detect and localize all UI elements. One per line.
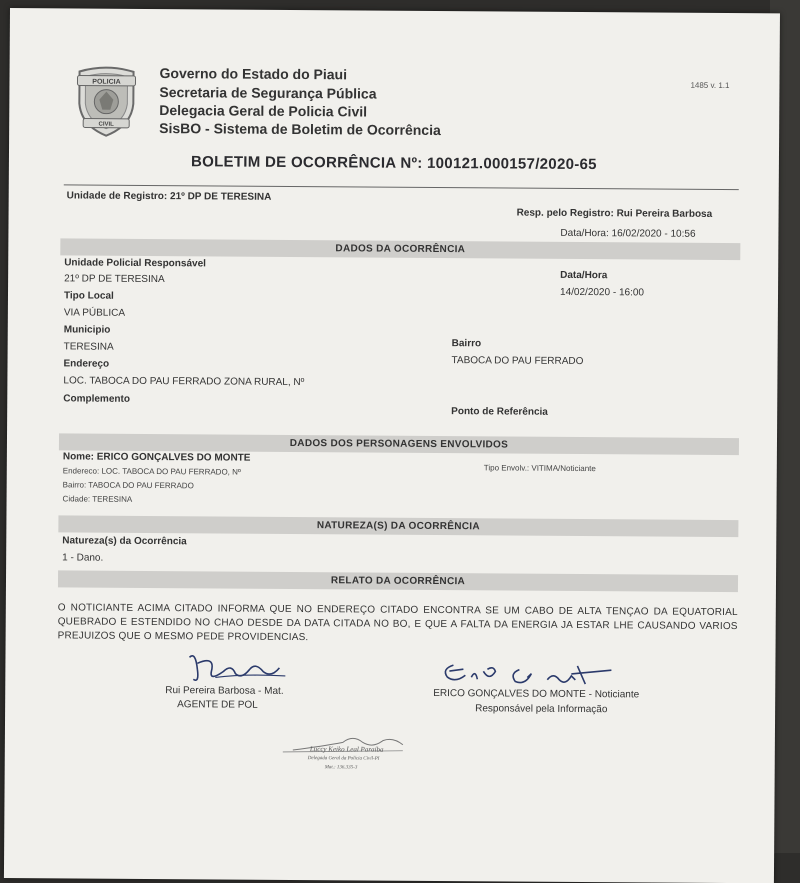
- header-line-sisbo: SisBO - Sistema de Boletim de Ocorrência: [159, 120, 441, 139]
- complemento-label: Complemento: [63, 393, 130, 405]
- unidade-label: Unidade Policial Responsável: [64, 257, 206, 270]
- tipo-local-value: VIA PÚBLICA: [63, 307, 126, 319]
- referencia-label: Ponto de Referência: [451, 406, 548, 418]
- personagem-bairro: Bairro: TABOCA DO PAU FERRADO: [62, 480, 194, 491]
- personagem-cidade: Cidade: TERESINA: [62, 494, 133, 504]
- bairro-value: TABOCA DO PAU FERRADO: [451, 355, 584, 368]
- natureza-label: Natureza(s) da Ocorrência: [62, 535, 187, 548]
- tipo-local-label: Tipo Local: [63, 290, 114, 302]
- divider: [64, 184, 739, 190]
- registro-responsavel: Resp. pelo Registro: Rui Pereira Barbosa: [516, 207, 713, 220]
- unidade-value: 21º DP DE TERESINA: [64, 273, 165, 286]
- agent-name: Rui Pereira Barbosa - Mat.: [165, 685, 284, 697]
- section-header-ocorrencia: DADOS DA OCORRÊNCIA: [60, 238, 740, 260]
- section-header-relato: RELATO DA OCORRÊNCIA: [58, 570, 738, 592]
- document-page: [4, 8, 780, 883]
- report-title: BOLETIM DE OCORRÊNCIA Nº: 100121.000157/2020-65: [190, 153, 597, 174]
- police-seal-logo: [71, 63, 142, 137]
- personagem-nome: Nome: ERICO GONÇALVES DO MONTE: [62, 451, 251, 464]
- noticiante-role: Responsável pela Informação: [475, 703, 608, 716]
- personagem-tipo: Tipo Envolv.: VITIMA/Noticiante: [483, 463, 596, 474]
- noticiante-name: ERICO GONÇALVES DO MONTE - Noticiante: [433, 687, 640, 701]
- registro-unidade: Unidade de Registro: 21º DP DE TERESINA: [66, 190, 272, 203]
- datahora-label: Data/Hora: [560, 269, 608, 282]
- header-line-delegacia: Delegacia Geral de Policia Civil: [159, 102, 368, 120]
- header-line-government: Governo do Estado do Piaui: [159, 65, 348, 83]
- delegada-role: Delegada Geral da Polícia Civil-PI: [307, 756, 380, 762]
- datahora-value: 14/02/2020 - 16:00: [559, 286, 645, 299]
- section-header-personagens: DADOS DOS PERSONAGENS ENVOLVIDOS: [59, 433, 739, 455]
- section-header-natureza: NATUREZA(S) DA OCORRÊNCIA: [58, 515, 738, 537]
- bairro-label: Bairro: [451, 338, 482, 350]
- natureza-value: 1 - Dano.: [62, 552, 104, 564]
- header-line-secretaria: Secretaria de Segurança Pública: [159, 84, 377, 102]
- municipio-value: TERESINA: [63, 341, 114, 353]
- registro-datahora: Data/Hora: 16/02/2020 - 10:56: [560, 227, 696, 240]
- delegada-name: Luccy Keiko Leal Paraíba: [309, 745, 384, 754]
- form-version: 1485 v. 1.1: [690, 80, 730, 91]
- relato-text: O NOTICIANTE ACIMA CITADO INFORMA QUE NO ENDEREÇO CITADO ENCONTRA SE UM CABO DE ALTA TENÇAO DA EQUATORIAL QUEBRADO E ESTENDIDO NO CHAO DESDE DA DATA CITADA NO BO, E QUE A FALTA DA ENERGIA JA ESTAR LHE CAUSANDO VARIOS PREJUIZOS QUE O MESMO PEDE PROVIDENCIAS.: [57, 602, 738, 644]
- endereco-value: LOC. TABOCA DO PAU FERRADO ZONA RURAL, Nº: [63, 375, 305, 389]
- endereco-label: Endereço: [63, 358, 110, 370]
- delegada-mat: Mat.: 136.335-3: [324, 765, 358, 771]
- personagem-endereco: Endereco: LOC. TABOCA DO PAU FERRADO, Nº: [62, 466, 241, 477]
- seal-bottom-text: CIVIL: [98, 121, 114, 128]
- agent-role: AGENTE DE POL: [177, 699, 258, 711]
- seal-top-text: POLICIA: [92, 78, 121, 86]
- municipio-label: Municipio: [63, 324, 111, 336]
